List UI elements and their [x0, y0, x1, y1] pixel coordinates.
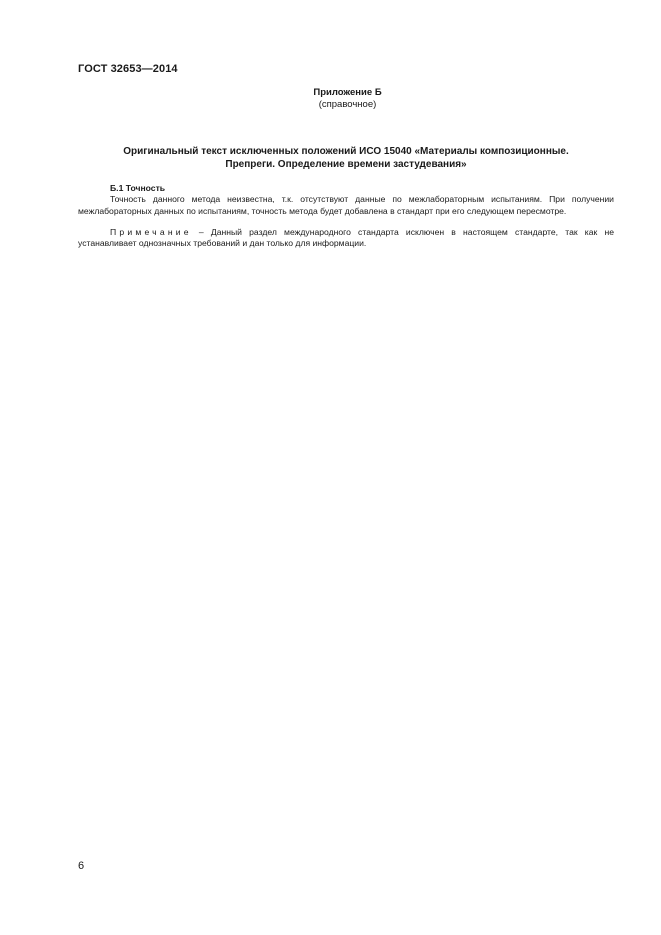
document-title	[78, 146, 614, 171]
document-title-line-1: Оригинальный текст исключенных положений ИСО 15040 «Материалы композиционные.	[123, 146, 569, 157]
section-heading: Б.1 Точность	[110, 183, 166, 193]
note-paragraph	[78, 227, 614, 250]
note-label: Примечание	[110, 226, 192, 237]
section-paragraph: Точность данного метода неизвестна, т.к. отсутствуют данные по межлабораторным испытаниям. При получении межлабораторных данных по испытаниям, точность метода будет добавлена в стандарт при его следующем пересмотре.	[78, 194, 614, 216]
note-text: – Данный раздел международного стандарта исключен в настоящем стандарте, так как не устанавливает однозначных требований и дан только для информации.	[78, 226, 614, 249]
page-number: 6	[78, 860, 85, 872]
document-title-line-2: Препреги. Определение времени застудевания»	[225, 158, 467, 170]
appendix-heading	[0, 87, 661, 111]
standard-code: ГОСТ 32653—2014	[78, 63, 178, 75]
appendix-subtitle: (справочное)	[318, 99, 377, 110]
section-b1	[78, 183, 614, 258]
appendix-title: Приложение Б	[313, 87, 382, 98]
